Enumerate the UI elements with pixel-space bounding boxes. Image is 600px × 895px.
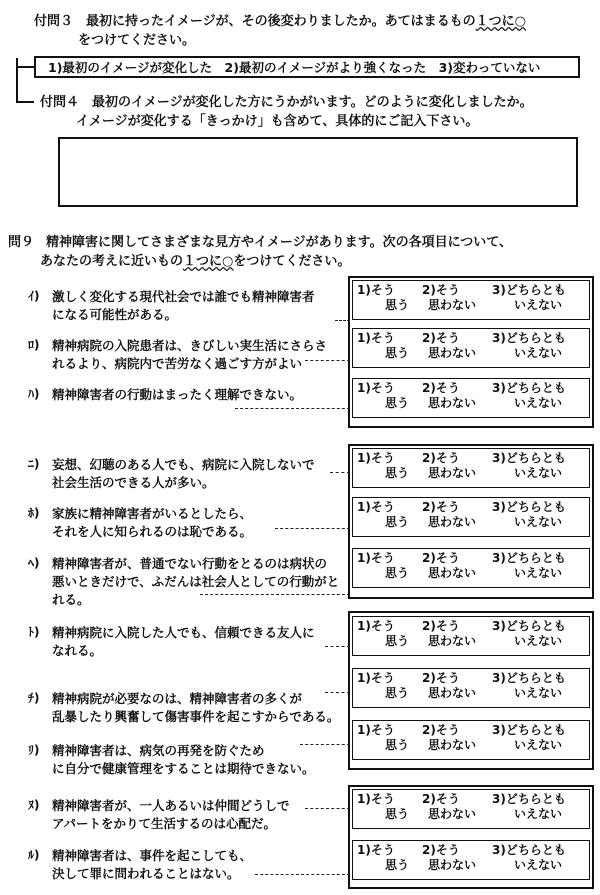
option-agree[interactable] [357,792,409,822]
option-disagree[interactable] [422,551,476,581]
option-agree[interactable] [357,723,409,753]
q9-number: 問９ [8,235,35,250]
item-mark: ｲ) [28,289,40,303]
option-disagree-label-bottom: 思わない [428,634,477,648]
leader-line [235,408,350,409]
option-disagree-label-top: 2)そう [422,500,460,514]
option-agree[interactable] [357,671,409,701]
item-mark: ﾇ) [28,798,40,812]
item-mark: ﾍ) [28,556,40,570]
option-agree-label-top: 1)そう [357,500,395,514]
item-text-line2: アパートをかりて生活するのは心配だ。 [52,816,277,831]
q3-options-box[interactable] [34,56,580,78]
item-text-line1: 精神障害者の行動はまったく理解できない。 [52,387,303,402]
item-mark: ﾘ) [28,743,40,757]
item-text-line1: 激しく変化する現代社会では誰でも精神障害者 [52,289,315,304]
option-disagree-label-bottom: 思わない [428,807,477,821]
leader-line [275,528,350,529]
option-agree-label-bottom: 思う [385,738,410,752]
option-disagree[interactable] [422,381,476,411]
option-neither[interactable] [492,843,566,873]
option-disagree-label-bottom: 思わない [428,346,477,360]
leader-line [335,320,350,321]
option-agree-label-bottom: 思う [385,515,410,529]
option-disagree-label-top: 2)そう [422,551,460,565]
q4-number: 付問４ [40,95,80,110]
option-agree-label-bottom: 思う [385,346,410,360]
option-neither[interactable] [492,283,566,313]
option-disagree-label-bottom: 思わない [428,396,477,410]
q3-number: 付問３ [34,14,74,29]
option-disagree-label-top: 2)そう [422,671,460,685]
option-disagree[interactable] [422,723,476,753]
q3-options-text: 1)最初のイメージが変化した 2)最初のイメージがより強くなった 3)変わっていない [48,60,541,75]
q9-text-line1: 精神障害に関してさまざまな見方やイメージがあります。次の各項目について、 [46,235,513,250]
option-neither[interactable] [492,451,566,481]
option-disagree-label-bottom: 思わない [428,466,477,480]
option-neither[interactable] [492,671,566,701]
item-text-line2: 決して罪に問われることはない。 [52,866,240,881]
item-text-line1: 精神病院に入院した人でも、信頼できる友人に [52,625,315,640]
leader-line [305,360,350,361]
option-disagree[interactable] [422,843,476,873]
option-disagree-label-bottom: 思わない [428,566,477,580]
item-text-line1: 妄想、幻聴のある人でも、病院に入院しないで [52,457,315,472]
option-neither-label-bottom: いえない [514,515,563,529]
option-neither-label-top: 3)どちらとも [492,381,566,395]
option-agree[interactable] [357,381,409,411]
option-agree-label-top: 1)そう [357,381,395,395]
option-disagree-label-bottom: 思わない [428,858,477,872]
leader-line [330,472,350,473]
leader-line [325,646,350,647]
item-mark: ﾁ) [28,691,40,705]
option-neither-label-bottom: いえない [514,858,563,872]
option-agree-label-bottom: 思う [385,634,410,648]
option-neither-label-bottom: いえない [514,566,563,580]
option-neither-label-top: 3)どちらとも [492,551,566,565]
q3-text-line2: をつけてください。 [78,33,196,48]
q3-text-line1: 最初に持ったイメージが、その後変わりましたか。あてはまるもの１つに○ [86,14,526,29]
option-neither-label-bottom: いえない [514,346,563,360]
option-neither[interactable] [492,331,566,361]
option-neither-label-bottom: いえない [514,396,563,410]
option-agree-label-top: 1)そう [357,619,395,633]
option-agree-label-bottom: 思う [385,466,410,480]
option-agree-label-bottom: 思う [385,686,410,700]
option-agree-label-top: 1)そう [357,283,395,297]
option-agree[interactable] [357,500,409,530]
bracket-bottom-arm [16,101,34,103]
option-agree[interactable] [357,331,409,361]
option-agree-label-top: 1)そう [357,843,395,857]
item-text-line1: 精神障害者は、事件を起こしても、 [52,848,253,863]
item-mark: ﾆ) [28,457,40,471]
item-text-line2: 悪いときだけで、ふだんは社会人としての行動がと [52,574,340,589]
option-agree-label-bottom: 思う [385,396,410,410]
q4-free-answer-box[interactable] [58,137,578,207]
option-disagree-label-bottom: 思わない [428,515,477,529]
option-neither-label-top: 3)どちらとも [492,500,566,514]
option-neither-label-bottom: いえない [514,634,563,648]
option-disagree[interactable] [422,619,476,649]
option-agree[interactable] [357,551,409,581]
item-mark: ﾎ) [28,506,40,520]
option-agree-label-top: 1)そう [357,331,395,345]
option-agree-label-top: 1)そう [357,551,395,565]
option-neither[interactable] [492,619,566,649]
option-neither-label-top: 3)どちらとも [492,619,566,633]
option-disagree-label-top: 2)そう [422,381,460,395]
option-agree-label-bottom: 思う [385,566,410,580]
option-neither[interactable] [492,381,566,411]
option-neither-label-top: 3)どちらとも [492,331,566,345]
option-neither-label-top: 3)どちらとも [492,843,566,857]
option-neither[interactable] [492,500,566,530]
option-agree-label-bottom: 思う [385,807,410,821]
option-agree-label-top: 1)そう [357,792,395,806]
leader-line [305,808,350,809]
option-agree-label-top: 1)そう [357,451,395,465]
leader-line [300,744,350,745]
option-neither-label-bottom: いえない [514,298,563,312]
item-text-line1: 精神障害者が、一人あるいは仲間どうしで [52,798,290,813]
option-disagree-label-top: 2)そう [422,283,460,297]
option-agree-label-top: 1)そう [357,723,395,737]
item-text-line1: 精神障害者が、普通でない行動をとるのは病状の [52,556,328,571]
item-text-line1: 精神障害者は、病気の再発を防ぐため [52,743,265,758]
item-text-line2: なれる。 [52,643,103,658]
option-disagree[interactable] [422,500,476,530]
leader-line [325,692,350,693]
option-neither-label-top: 3)どちらとも [492,283,566,297]
leader-line [255,874,350,875]
item-text-line2: れるより、病院内で苦労なく過ごす方がよい [52,356,303,371]
option-neither[interactable] [492,551,566,581]
option-neither[interactable] [492,792,566,822]
option-neither[interactable] [492,723,566,753]
q9-text-line2: あなたの考えに近いもの１つに○をつけてください。 [40,254,351,269]
item-mark: ﾊ) [28,387,40,401]
q4-text-line1: 最初のイメージが変化した方にうかがいます。どのように変化しましたか。 [92,95,533,110]
option-disagree[interactable] [422,451,476,481]
item-text-line2: 乱暴したり興奮して傷害事件を起こすからである。 [52,709,340,724]
item-text-line1: 精神病院の入院患者は、きびしい実生活にさらさ [52,338,328,353]
q4-text-line2: イメージが変化する「きっかけ」も含めて、具体的にご記入下さい。 [76,114,479,129]
option-disagree-label-top: 2)そう [422,723,460,737]
option-disagree[interactable] [422,331,476,361]
option-disagree-label-bottom: 思わない [428,686,477,700]
option-disagree-label-top: 2)そう [422,792,460,806]
option-disagree-label-bottom: 思わない [428,738,477,752]
item-text-line2: に自分で健康管理をすることは期待できない。 [52,761,315,776]
item-text-line1: 家族に精神障害者がいるとしたら、 [52,506,253,521]
option-agree-label-bottom: 思う [385,858,410,872]
option-neither-label-top: 3)どちらとも [492,792,566,806]
option-neither-label-bottom: いえない [514,738,563,752]
item-mark: ﾛ) [28,338,40,352]
option-disagree-label-top: 2)そう [422,331,460,345]
option-agree[interactable] [357,843,409,873]
option-disagree-label-top: 2)そう [422,843,460,857]
option-disagree[interactable] [422,792,476,822]
option-disagree-label-top: 2)そう [422,619,460,633]
option-neither-label-bottom: いえない [514,807,563,821]
option-agree[interactable] [357,283,409,313]
option-neither-label-top: 3)どちらとも [492,723,566,737]
option-disagree[interactable] [422,671,476,701]
option-disagree-label-top: 2)そう [422,451,460,465]
item-text-line3: れる。 [52,592,90,607]
item-text-line2: になる可能性がある。 [52,307,178,322]
option-agree[interactable] [357,451,409,481]
item-mark: ﾙ) [28,848,40,862]
option-neither-label-bottom: いえない [514,466,563,480]
option-disagree-label-bottom: 思わない [428,298,477,312]
q3-q4-bracket [16,58,18,103]
option-disagree[interactable] [422,283,476,313]
option-agree-label-bottom: 思う [385,298,410,312]
option-neither-label-bottom: いえない [514,686,563,700]
option-agree-label-top: 1)そう [357,671,395,685]
item-text-line2: 社会生活のできる人が多い。 [52,475,215,490]
item-text-line1: 精神病院が必要なのは、精神障害者の多くが [52,691,303,706]
bracket-top-arm [16,66,34,68]
option-neither-label-top: 3)どちらとも [492,451,566,465]
item-text-line2: それを人に知られるのは恥である。 [52,524,253,539]
leader-line [200,594,350,595]
option-agree[interactable] [357,619,409,649]
option-neither-label-top: 3)どちらとも [492,671,566,685]
item-mark: ﾄ) [28,625,40,639]
